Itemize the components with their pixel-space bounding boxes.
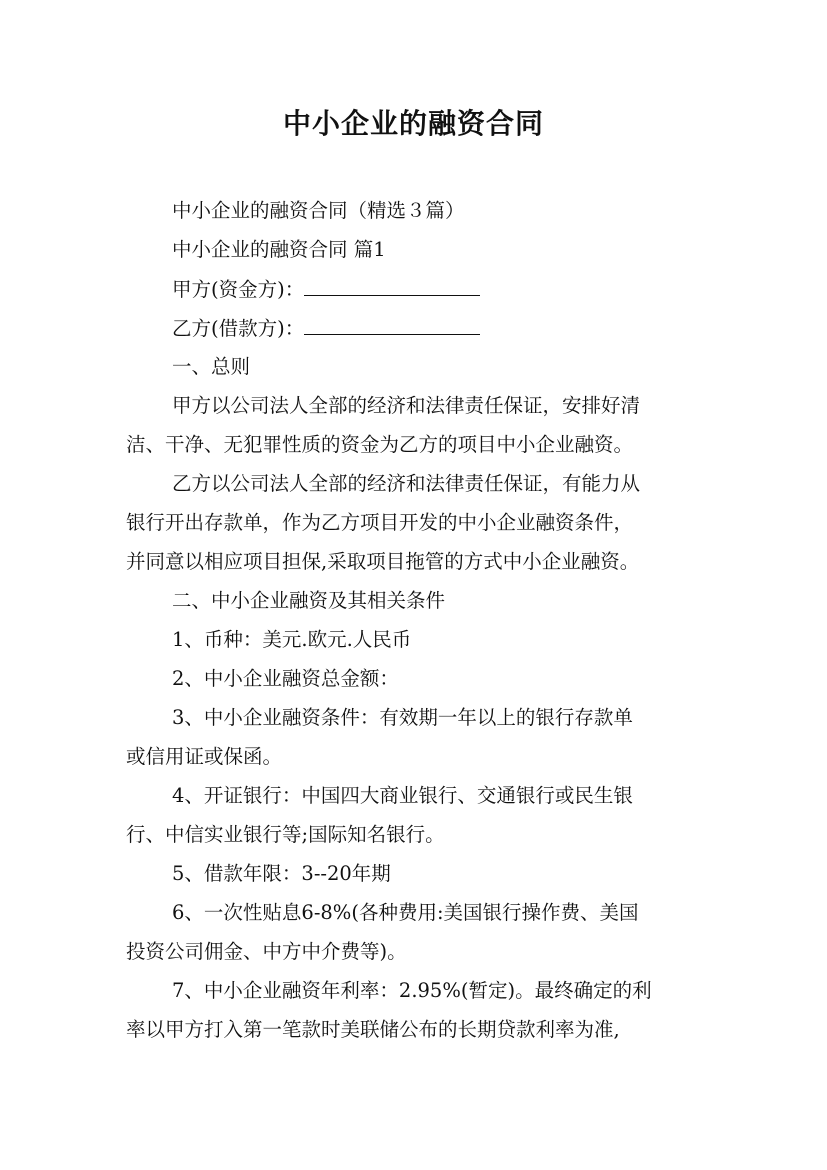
- section-heading: 中小企业的融资合同 篇1: [172, 238, 386, 261]
- party-b-label: 乙方(借款方)：: [172, 317, 305, 340]
- clause-line: 5、借款年限：3--20年期: [172, 862, 391, 885]
- paragraph-line: 甲方以公司法人全部的经济和法律责任保证，安排好清: [172, 394, 641, 417]
- party-b-line: [172, 316, 480, 341]
- clause-line: 投资公司佣金、中方中介费等)。: [126, 940, 407, 963]
- clause-line: 或信用证或保函。: [126, 745, 283, 768]
- clause-line: 6、一次性贴息6-8%(各种费用:美国银行操作费、美国: [172, 901, 639, 924]
- clause-line: 4、开证银行：中国四大商业银行、交通银行或民生银: [172, 784, 633, 807]
- clause-line: 行、中信实业银行等;国际知名银行。: [126, 823, 445, 846]
- clause-line: 1、币种：美元.欧元.人民币: [172, 628, 412, 651]
- party-a-blank: [304, 277, 480, 296]
- paragraph-line: 乙方以公司法人全部的经济和法律责任保证，有能力从: [172, 472, 641, 495]
- party-a-label: 甲方(资金方)：: [172, 278, 305, 301]
- paragraph-line: 并同意以相应项目担保,采取项目拖管的方式中小企业融资。: [126, 550, 640, 573]
- heading-general: 一、总则: [172, 355, 251, 378]
- subtitle-line: 中小企业的融资合同（精选３篇）: [172, 199, 465, 222]
- clause-line: 2、中小企业融资总金额：: [172, 667, 399, 690]
- party-b-blank: [304, 316, 480, 335]
- paragraph-line: 银行开出存款单，作为乙方项目开发的中小企业融资条件，: [126, 511, 634, 534]
- document-title: 中小企业的融资合同: [282, 107, 544, 140]
- heading-conditions: 二、中小企业融资及其相关条件: [172, 589, 446, 612]
- clause-line: 7、中小企业融资年利率：2.95%(暂定)。最终确定的利: [172, 979, 652, 1002]
- clause-line: 率以甲方打入第一笔款时美联储公布的长期贷款利率为准,: [126, 1018, 620, 1041]
- paragraph-line: 洁、干净、无犯罪性质的资金为乙方的项目中小企业融资。: [126, 433, 634, 456]
- clause-line: 3、中小企业融资条件：有效期一年以上的银行存款单: [172, 706, 633, 729]
- party-a-line: [172, 277, 480, 302]
